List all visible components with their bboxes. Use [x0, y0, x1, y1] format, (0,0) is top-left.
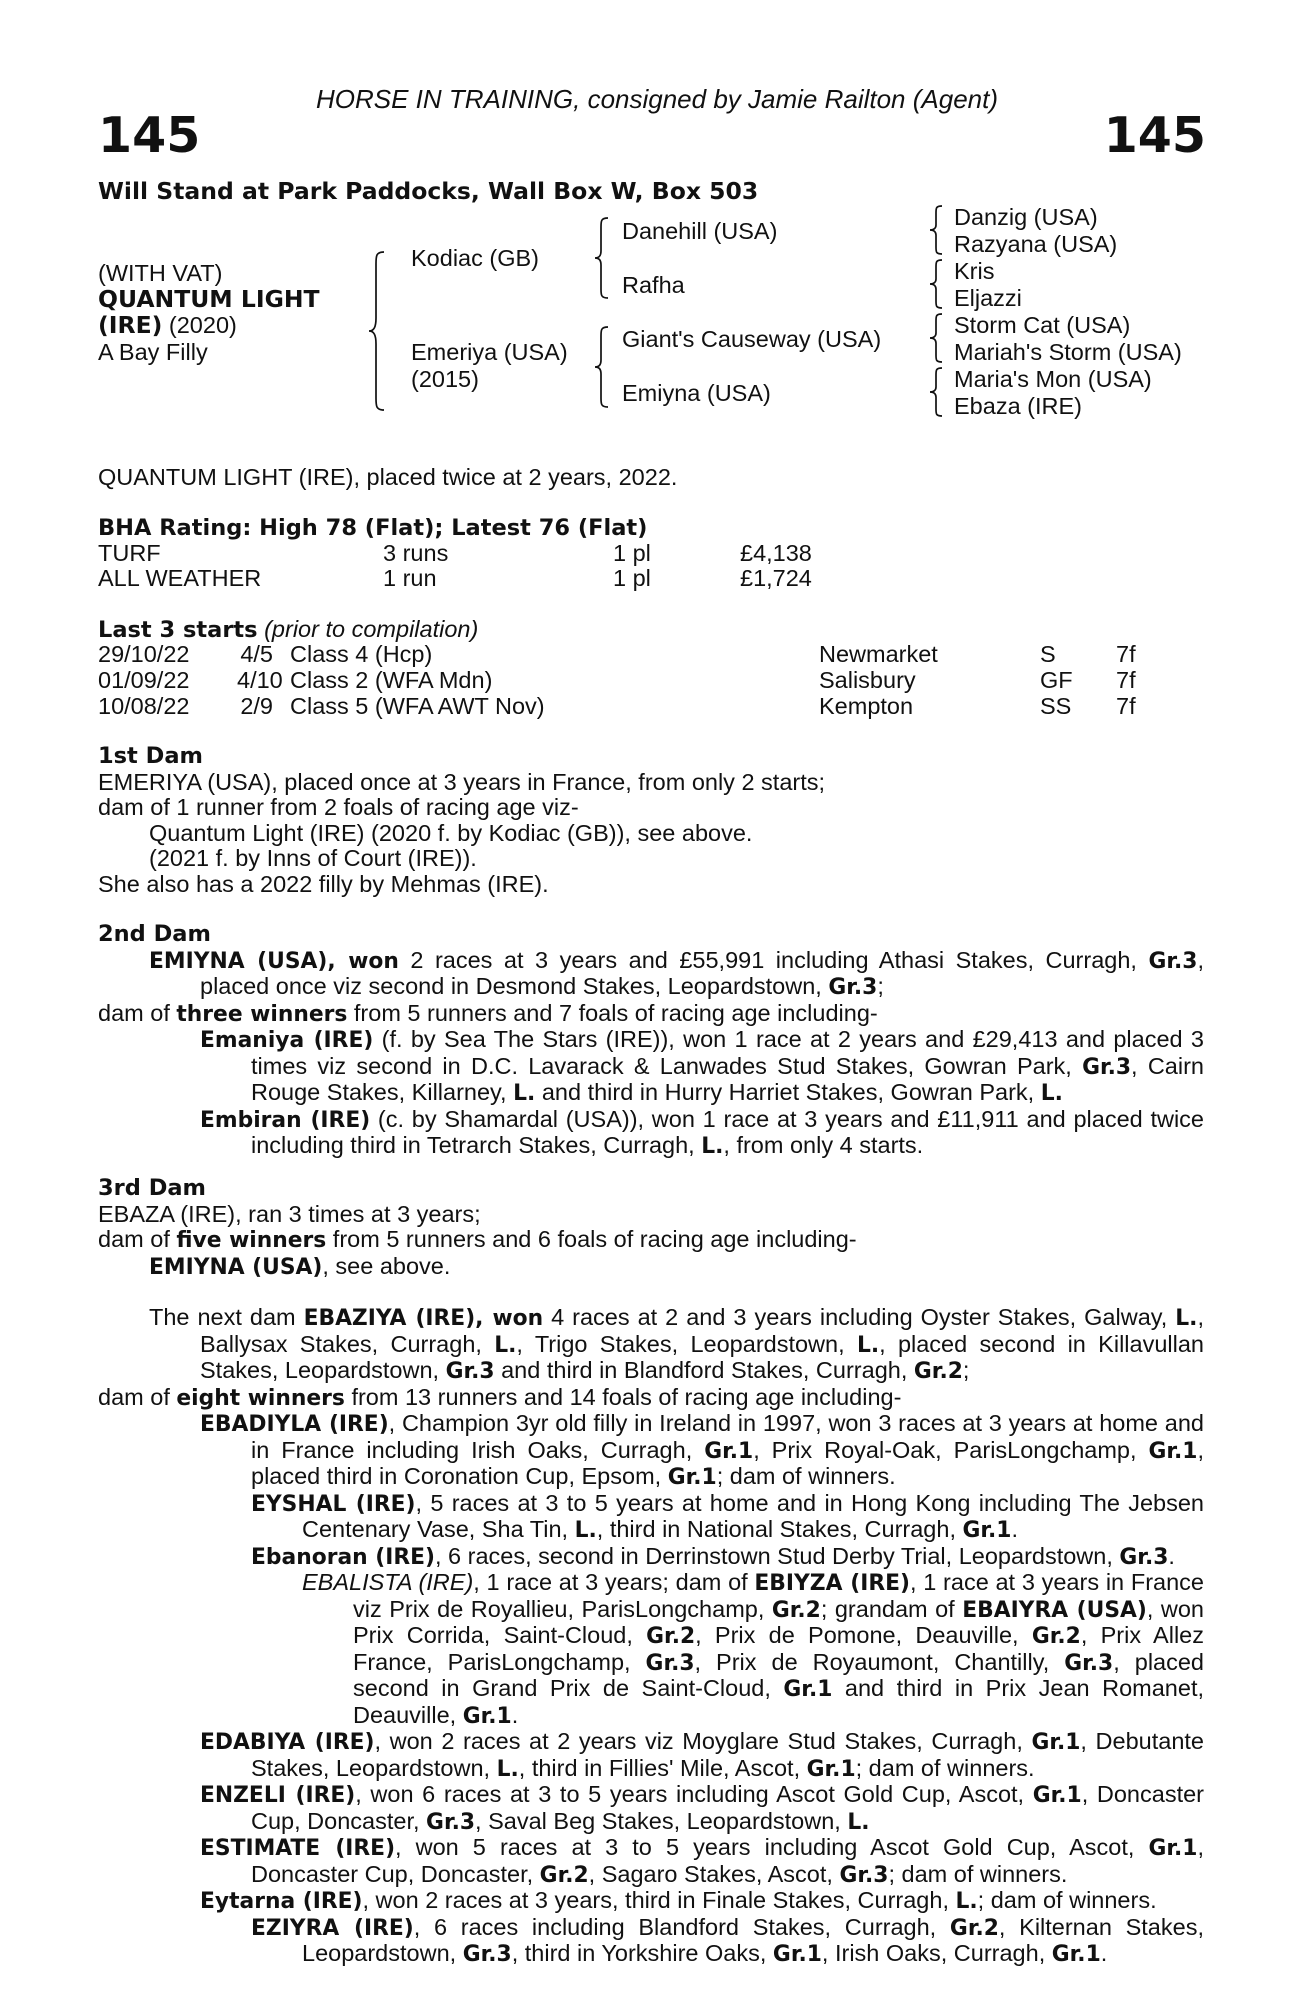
foal-eytarna: Eytarna (IRE), won 2 races at 3 years, third in Finale Stakes, Curragh, L.; dam of winners. [200, 1887, 1157, 1914]
pedigree-sss: Danzig (USA) [954, 204, 1098, 230]
start-going: S [1040, 641, 1056, 667]
pedigree-brace-sire [594, 216, 614, 300]
pedigree-dss: Storm Cat (USA) [954, 312, 1131, 338]
pedigree-dam: Emeriya (USA) [411, 339, 568, 365]
consignment-header: HORSE IN TRAINING, consigned by Jamie Railton (Agent) [315, 84, 999, 114]
foal-ebanoran: Ebanoran (IRE), 6 races, second in Derrinstown Stud Derby Trial, Leopardstown, Gr.3. [251, 1542, 1175, 1570]
turf-prize: £4,138 [740, 540, 812, 566]
start-course: Kempton [819, 693, 914, 719]
start-distance: 7f [1116, 641, 1136, 667]
start-class: Class 5 (WFA AWT Nov) [290, 693, 545, 719]
start-position: 4/10 [237, 667, 283, 693]
start-date: 01/09/22 [98, 667, 190, 693]
first-dam-section [98, 744, 1204, 897]
last-starts-title: Last 3 starts [98, 617, 258, 643]
horse-year: (2020) [162, 312, 237, 338]
start-going: SS [1040, 693, 1072, 719]
lot-number-left: 145 [98, 107, 201, 164]
pedigree-dsd: Mariah's Storm (USA) [954, 339, 1182, 365]
start-course: Newmarket [819, 641, 938, 667]
first-dam-foal: (2021 f. by Inns of Court (IRE)). [149, 845, 477, 871]
pedigree-dds: Maria's Mon (USA) [954, 366, 1152, 392]
bha-rating: BHA Rating: High 78 (Flat); Latest 76 (Flat) [98, 515, 648, 541]
start-course: Salisbury [819, 667, 916, 693]
horse-name: QUANTUM LIGHT [98, 285, 320, 313]
second-dam-record: EMIYNA (USA), won 2 races at 3 years and £55,991 including Athasi Stakes, Curragh, Gr.3, placed once viz second in Desmond Stakes, Leopardstown, Gr.3; [149, 946, 1204, 1000]
vat-note: (WITH VAT) [98, 260, 223, 286]
pedigree-sire: Kodiac (GB) [411, 245, 539, 271]
next-dam-record: The next dam EBAZIYA (IRE), won 4 races at 2 and 3 years including Oyster Stakes, Galway, L., Ballysax Stakes, Curragh, L., Trigo Stakes, Leopardstown, L., placed second in Killavullan Stakes, Leopardstown, Gr.3 and third in Blandford Stakes, Curragh, Gr.2; [149, 1304, 1204, 1384]
third-dam-section [98, 1176, 1204, 1280]
foal-ebalista: EBALISTA (IRE), 1 race at 3 years; dam of EBIYZA (IRE), 1 race at 3 years in France viz Prix de Royallieu, ParisLongchamp, Gr.2; grandam of EBAIYRA (USA), won Prix Corrida, Saint-Cloud, Gr.2, Prix de Pomone, Deauville, Gr.2, Prix Allez France, ParisLongchamp, Gr.3, Prix de Royaumont, Chantilly, Gr.3, placed second in Grand Prix de Saint-Cloud, Gr.1 and third in Prix Jean Romanet, Deauville, Gr.1. [302, 1569, 1205, 1729]
race-summary: QUANTUM LIGHT (IRE), placed twice at 2 years, 2022. [98, 464, 678, 490]
start-position: 2/9 [240, 693, 273, 719]
foal-eyshal: EYSHAL (IRE), 5 races at 3 to 5 years at home and in Hong Kong including The Jebsen Centenary Vase, Sha Tin, L., third in National Stakes, Curragh, Gr.1. [251, 1489, 1204, 1543]
last-starts-heading [98, 617, 478, 644]
second-dam-foal-embiran: Embiran (IRE) (c. by Shamardal (USA)), won 1 race at 3 years and £11,911 and placed twice including third in Tetrarch Stakes, Curragh, L., from only 4 starts. [200, 1105, 1204, 1159]
start-date: 29/10/22 [98, 641, 190, 667]
pedigree-sire-sire: Danehill (USA) [622, 218, 778, 244]
lot-number-right: 145 [1103, 107, 1206, 164]
start-position: 4/5 [240, 641, 273, 667]
second-dam-produce: dam of three winners from 5 runners and 7 foals of racing age including- [98, 999, 878, 1027]
start-going: GF [1040, 667, 1073, 693]
pedigree-sire-dam: Rafha [622, 272, 685, 298]
pedigree-sdd: Eljazzi [954, 285, 1022, 311]
start-class: Class 4 (Hcp) [290, 641, 433, 667]
foal-eziyra: EZIYRA (IRE), 6 races including Blandford Stakes, Curragh, Gr.2, Kilternan Stakes, Leopardstown, Gr.3, third in Yorkshire Oaks, Gr.1, Irish Oaks, Curragh, Gr.1. [251, 1913, 1204, 1967]
next-dam-produce: dam of eight winners from 13 runners and 14 foals of racing age including- [98, 1383, 902, 1411]
first-dam-line: dam of 1 runner from 2 foals of racing age viz- [98, 794, 579, 820]
first-dam-line: EMERIYA (USA), placed once at 3 years in France, from only 2 starts; [98, 768, 826, 795]
first-dam-foal: Quantum Light (IRE) (2020 f. by Kodiac (GB)), see above. [149, 819, 753, 846]
start-class: Class 2 (WFA Mdn) [290, 667, 493, 693]
second-dam-heading: 2nd Dam [98, 921, 211, 947]
pedigree-brace-dam [594, 325, 614, 409]
start-distance: 7f [1116, 693, 1136, 719]
turf-runs: 3 runs [383, 540, 449, 566]
foal-ebadiyla: EBADIYLA (IRE), Champion 3yr old filly in Ireland in 1997, won 3 races at 3 years at home and in France including Irish Oaks, Curragh, Gr.1, Prix Royal-Oak, ParisLongchamp, Gr.1, placed third in Coronation Cup, Epsom, Gr.1; dam of winners. [200, 1410, 1204, 1490]
second-dam-foal-emaniya: Emaniya (IRE) (f. by Sea The Stars (IRE)), won 1 race at 2 years and £29,413 and placed 3 times viz second in D.C. Lavarack & Lanwades Stud Stakes, Gowran Park, Gr.3, Cairn Rouge Stakes, Killarney, L. and third in Hurry Harriet Stakes, Gowran Park, L. [200, 1026, 1205, 1106]
third-dam-foal: EMIYNA (USA), see above. [149, 1252, 451, 1280]
pedigree-sds: Kris [954, 258, 995, 284]
first-dam-line: She also has a 2022 filly by Mehmas (IRE). [98, 870, 549, 897]
horse-country: (IRE) [98, 311, 163, 339]
start-distance: 7f [1116, 667, 1136, 693]
last-starts-note: (prior to compilation) [264, 616, 479, 642]
first-dam-heading: 1st Dam [98, 743, 203, 769]
foal-estimate: ESTIMATE (IRE), won 5 races at 3 to 5 years including Ascot Gold Cup, Ascot, Gr.1, Doncaster Cup, Doncaster, Gr.2, Sagaro Stakes, Ascot, Gr.3; dam of winners. [200, 1834, 1204, 1888]
turf-label: TURF [98, 540, 161, 566]
second-dam-section [98, 922, 1204, 1160]
next-dam-section [98, 1305, 1204, 1968]
pedigree-brace-4a [929, 204, 947, 256]
turf-placed: 1 pl [613, 540, 651, 566]
third-dam-heading: 3rd Dam [98, 1175, 206, 1201]
pedigree-brace-main [368, 250, 392, 412]
pedigree-ssd: Razyana (USA) [954, 231, 1118, 257]
foal-enzeli: ENZELI (IRE), won 6 races at 3 to 5 years including Ascot Gold Cup, Ascot, Gr.1, Doncaster Cup, Doncaster, Gr.3, Saval Beg Stakes, Leopardstown, L. [200, 1781, 1204, 1835]
aw-label: ALL WEATHER [98, 565, 262, 591]
pedigree-brace-4d [929, 366, 947, 418]
pedigree-dam-year: (2015) [411, 366, 479, 392]
start-date: 10/08/22 [98, 693, 190, 719]
stand-location: Will Stand at Park Paddocks, Wall Box W, Box 503 [98, 177, 759, 205]
aw-placed: 1 pl [613, 565, 651, 591]
pedigree-brace-4c [929, 312, 947, 364]
foal-edabiya: EDABIYA (IRE), won 2 races at 2 years viz Moyglare Stud Stakes, Curragh, Gr.1, Debutante Stakes, Leopardstown, L., third in Fillies' Mile, Ascot, Gr.1; dam of winners. [200, 1728, 1204, 1782]
pedigree-dam-sire: Giant's Causeway (USA) [622, 326, 882, 352]
pedigree-brace-4b [929, 258, 947, 310]
pedigree-dam-dam: Emiyna (USA) [622, 380, 771, 406]
aw-prize: £1,724 [740, 565, 812, 591]
third-dam-record: EBAZA (IRE), ran 3 times at 3 years; [98, 1200, 481, 1227]
third-dam-produce: dam of five winners from 5 runners and 6 foals of racing age including- [98, 1226, 857, 1253]
horse-name-suffix [98, 313, 237, 339]
pedigree-ddd: Ebaza (IRE) [954, 393, 1082, 419]
aw-runs: 1 run [383, 565, 437, 591]
horse-description: A Bay Filly [98, 339, 208, 365]
